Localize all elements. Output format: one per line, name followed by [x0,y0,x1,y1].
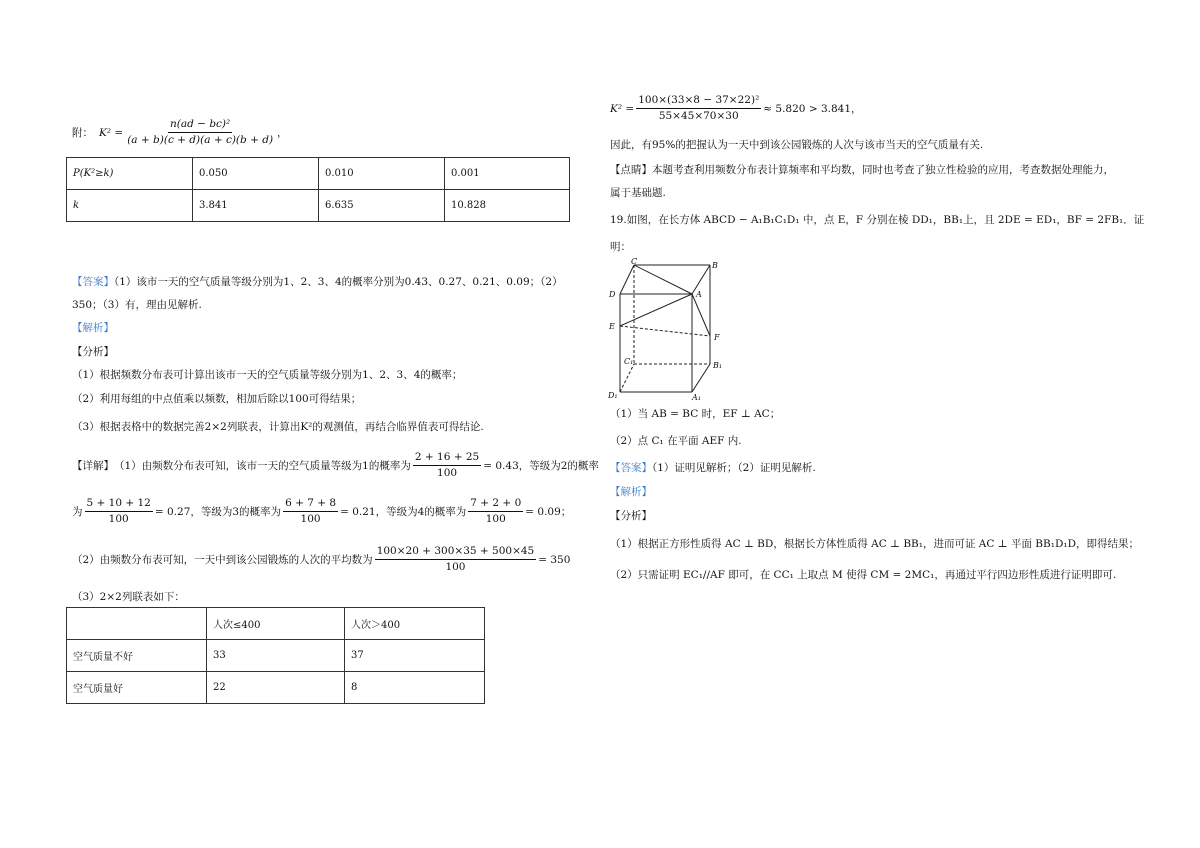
segment-AF [692,294,710,336]
fraction-5-den: 100 [445,561,466,573]
table-cell: 0.050 [193,158,319,190]
table-row [67,672,485,704]
fenxi-tag: 【分析】 [72,346,114,358]
table-row [67,640,485,672]
question-19-line-2: 明： [610,241,631,253]
sub-question-2: （2）点 C₁ 在平面 AEF 内. [610,435,742,447]
fraction-4 [468,497,523,526]
table-row [67,608,485,640]
k2-result: ≈ 5.820 > 3.841， [763,103,862,115]
edge-D1C1 [620,364,634,392]
answer-line [610,461,816,475]
table-cell: 6.635 [319,190,445,222]
k2-denominator: (a + b)(c + d)(a + c)(b + d) [127,134,274,146]
fraction-3-result: = 0.21 [340,505,376,518]
fraction-2 [85,497,153,526]
detail-text: （1）由频数分布表可知，该市一天的空气质量等级为1的概率为 [114,460,411,472]
table-cell: 空气质量不好 [67,640,207,672]
k2-numerator: 100×(33×8 − 37×22)² [636,94,761,109]
table-cell: 10.828 [445,190,570,222]
detail-text: （2）由频数分布表可知，一天中到该公园锻炼的人次的平均数为 [72,554,373,566]
k2-denominator: 55×45×70×30 [658,110,739,122]
label-B1: B₁ [713,361,723,370]
table-cell: 37 [345,640,485,672]
fenxi-item-3: （3）根据表格中的数据完善2×2列联表，计算出K²的观测值，再结合临界值表可得结论. [72,421,484,433]
table-cell: k [67,190,193,222]
fraction-5-num: 100×20 + 300×35 + 500×45 [375,545,537,560]
dianjing-tag: 【点睛】 [610,164,652,176]
label-C: C [631,257,638,266]
detail-line-2 [72,497,571,526]
dianjing-text: 本题考查利用频数分布表计算频率和平均数，同时也考查了独立性检验的应用，考查数据处理能力， [652,164,1114,176]
fenxi-item-1: （1）根据频数分布表可计算出该市一天的空气质量等级分别为1、2、3、4的概率； [72,369,463,381]
attach-label: 附： [72,127,93,139]
label-E: E [609,322,615,331]
answer-tag: 【答案】 [610,462,652,474]
detail-text: ，等级为3的概率为 [190,506,282,518]
k2-fraction [636,94,761,123]
fraction-1 [413,451,481,480]
detail-text: 为 [72,506,83,518]
table-cell: 0.001 [445,158,570,190]
sub-question-1: （1）当 AB = BC 时，EF ⊥ AC； [610,408,781,420]
k2-lhs: K² = [99,126,124,139]
analysis-tag: 【解析】 [72,322,114,334]
detail-text: ，等级为2的概率 [518,460,599,472]
fraction-3-num: 6 + 7 + 8 [283,497,338,512]
contingency-table [66,607,485,704]
table-cell: 8 [345,672,485,704]
answer-text: （1）证明见解析；（2）证明见解析. [652,462,816,474]
answer-line-1 [72,275,563,289]
k2-numerator: n(ad − bc)² [168,118,232,133]
k2-formula [72,118,288,147]
detail-line-1 [72,451,599,480]
fenxi-item-2: （2）利用每组的中点值乘以频数，相加后除以100可得结果； [72,393,362,405]
conclusion: 因此，有95%的把握认为一天中到该公园锻炼的人次与该市当天的空气质量有关. [610,139,984,151]
table-cell: 0.010 [319,158,445,190]
table-cell: P(K²≥k) [67,158,193,190]
fraction-1-den: 100 [437,467,458,479]
detail-line-4: （3）2×2列联表如下： [72,591,185,603]
detail-text: ； [560,506,572,518]
fraction-2-result: = 0.27 [154,505,191,518]
k2-computation [610,94,862,123]
label-F: F [714,333,720,342]
label-C1: C₁ [624,357,634,366]
fraction-2-num: 5 + 10 + 12 [85,497,153,512]
k2-fraction [125,118,275,147]
label-B: B [712,261,718,270]
fraction-4-den: 100 [485,513,506,525]
detail-text: ，等级为4的概率为 [375,506,467,518]
fraction-1-num: 2 + 16 + 25 [413,451,481,466]
answer-tag: 【答案】 [72,276,114,288]
fraction-4-result: = 0.09 [525,505,561,518]
cuboid-figure [604,256,734,402]
label-A: A [696,290,702,299]
k2-tail: ， [277,127,288,139]
question-19-line-1: 19.如图，在长方体 ABCD − A₁B₁C₁D₁ 中，点 E，F 分别在棱 DD₁，BB₁上，且 2DE = ED₁，BF = 2FB₁．证 [610,214,1145,226]
fraction-2-den: 100 [108,513,129,525]
label-D1: D₁ [608,391,618,400]
table-row [67,190,570,222]
table-cell: 22 [207,672,345,704]
table-cell: 空气质量好 [67,672,207,704]
fenxi-item-1: （1）根据正方形性质得 AC ⊥ BD，根据长方体性质得 AC ⊥ BB₁，进而可证 AC ⊥ 平面 BB₁D₁D，即得结果； [610,538,1139,550]
table-cell [67,608,207,640]
label-D: D [609,290,616,299]
fraction-5 [375,545,537,574]
table-row [67,158,570,190]
answer-line-2: 350；（3）有，理由见解析. [72,299,202,311]
critical-value-table [66,157,570,222]
dianjing-line-2: 属于基础题. [610,187,666,199]
fraction-4-num: 7 + 2 + 0 [468,497,523,512]
label-A1: A₁ [692,393,701,402]
dianjing-line-1 [610,163,1114,177]
edge-CD [620,265,634,294]
edge-A1B1 [692,364,710,392]
fenxi-tag: 【分析】 [610,510,652,522]
table-cell: 人次≤400 [207,608,345,640]
analysis-tag: 【解析】 [610,486,652,498]
table-cell: 人次＞400 [345,608,485,640]
detail-line-3 [72,545,570,574]
fraction-1-result: = 0.43 [483,459,519,472]
segment-EA [620,294,692,326]
segment-CA [634,265,692,294]
answer-text: （1）该市一天的空气质量等级分别为1、2、3、4的概率分别为0.43、0.27、0.21、0.09；（2） [114,276,563,288]
detail-tag: 【详解】 [72,460,114,472]
table-cell: 33 [207,640,345,672]
fraction-3-den: 100 [300,513,321,525]
k2-lhs: K² = [610,102,635,115]
table-cell: 3.841 [193,190,319,222]
fraction-3 [283,497,338,526]
fenxi-item-2: （2）只需证明 EC₁//AF 即可，在 CC₁ 上取点 M 使得 CM = 2MC₁，再通过平行四边形性质进行证明即可. [610,569,1117,581]
fraction-5-result: = 350 [538,553,571,566]
